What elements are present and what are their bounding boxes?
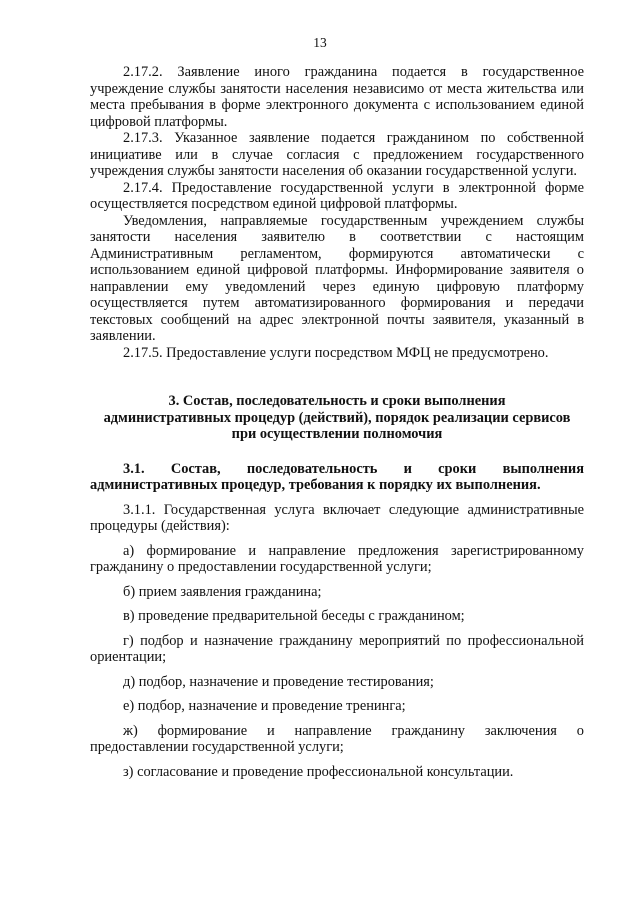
procedures-intro: 3.1.1. Государственная услуга включает следующие административные процедуры (действия): [90,501,584,534]
list-item: з) согласование и проведение профессиональной консультации. [123,763,514,780]
subsection-heading: 3.1. Состав, последовательность и сроки выполнения административных процедур, требования к порядку их выполнения. [90,460,584,493]
section-heading-line-2: административных процедур (действий), порядок реализации сервисов [103,409,571,426]
section-heading-line-3: при осуществлении полномочия [231,426,443,442]
paragraph-2-17-3: 2.17.3. Указанное заявление подается гражданином по собственной инициативе или в случае согласия с предложением государственного учреждения службы занятости населения об оказании государственной услуги. [90,130,584,179]
list-item: ж) формирование и направление гражданину заключения о предоставлении государственной услуги; [90,722,584,755]
section-heading-line-1: 3. Состав, последовательность и сроки выполнения [168,393,506,409]
paragraph-2-17-4: 2.17.4. Предоставление государственной услуги в электронной форме осуществляется посредством единой цифровой платформы. [90,179,584,212]
page-number: 13 [313,35,327,50]
list-item: б) прием заявления гражданина; [123,583,322,600]
list-item: в) проведение предварительной беседы с гражданином; [123,608,465,624]
list-item: г) подбор и назначение гражданину мероприятий по профессиональной ориентации; [90,632,584,665]
list-item: е) подбор, назначение и проведение тренинга; [123,698,406,714]
paragraph-2-17-5: 2.17.5. Предоставление услуги посредством МФЦ не предусмотрено. [123,344,549,361]
list-item: а) формирование и направление предложения зарегистрированному гражданину о предоставлении государственной услуги; [90,542,584,575]
paragraph-notifications: Уведомления, направляемые государственным учреждением службы занятости населения заявителю в соответствии с настоящим Административным регламентом, формируются автоматически с использованием единой цифровой платформы. Информирование заявителя о направлении ему уведомлений через единую цифровую платформу осуществляется путем автоматизированного формирования и передачи текстовых сообщений на адрес электронной почты заявителя, указанный в заявлении. [90,212,584,344]
paragraph-2-17-2: 2.17.2. Заявление иного гражданина подается в государственное учреждение службы занятости населения независимо от места жительства или места пребывания в форме электронного документа с использованием единой цифровой платформы. [90,64,584,130]
document-body [90,64,584,788]
list-item: д) подбор, назначение и проведение тестирования; [123,673,434,690]
